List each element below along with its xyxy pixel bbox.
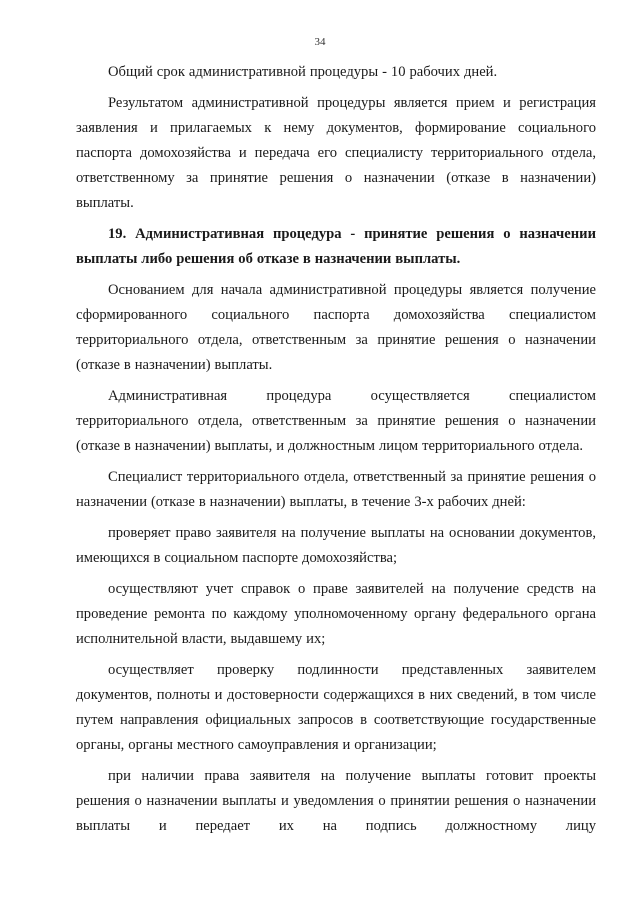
paragraph-records: осуществляют учет справок о праве заявителей на получение средств на проведение ремонта по каждому уполномоченному органу федерального органа исполнительной власти, выдавшему их; (76, 581, 596, 647)
paragraph-specialist: Специалист территориального отдела, ответственный за принятие решения о назначении (отказе в назначении) выплаты, в течение 3-х рабочих дней: (76, 469, 596, 510)
section-heading: 19. Административная процедура - принятие решения о назначении выплаты либо решения об отказе в назначении выплаты. (76, 226, 596, 267)
paragraph-verification: осуществляет проверку подлинности представленных заявителем документов, полноты и достоверности содержащихся в них сведений, в том числе путем направления официальных запросов в соответствующие государственные органы, органы местного самоуправления и организации; (76, 662, 596, 753)
paragraph-checks-right: проверяет право заявителя на получение выплаты на основании документов, имеющихся в социальном паспорте домохозяйства; (76, 525, 596, 566)
page-number: 34 (314, 36, 326, 48)
paragraph-basis: Основанием для начала административной процедуры является получение сформированного социального паспорта домохозяйства специалистом территориального отдела, ответственным за принятие решения о назначении (отказе в назначении) выплаты. (76, 282, 596, 373)
paragraph-performer: Административная процедура осуществляется специалистом территориального отдела, ответственным за принятие решения о назначении (отказе в назначении) выплаты, и должностным лицом территориального отдела. (76, 388, 596, 454)
body-text (76, 60, 596, 845)
paragraph-prepares-drafts: при наличии права заявителя на получение выплаты готовит проекты решения о назначении выплаты и уведомления о принятии решения о назначении выплаты и передает их на подпись должностному лицу (76, 768, 596, 834)
paragraph-duration: Общий срок административной процедуры - 10 рабочих дней. (108, 64, 498, 80)
paragraph-result: Результатом административной процедуры является прием и регистрация заявления и прилагаемых к нему документов, формирование социального паспорта домохозяйства и передача его специалисту территориального отдела, ответственному за принятие решения о назначении (отказе в назначении) выплаты. (76, 95, 596, 211)
